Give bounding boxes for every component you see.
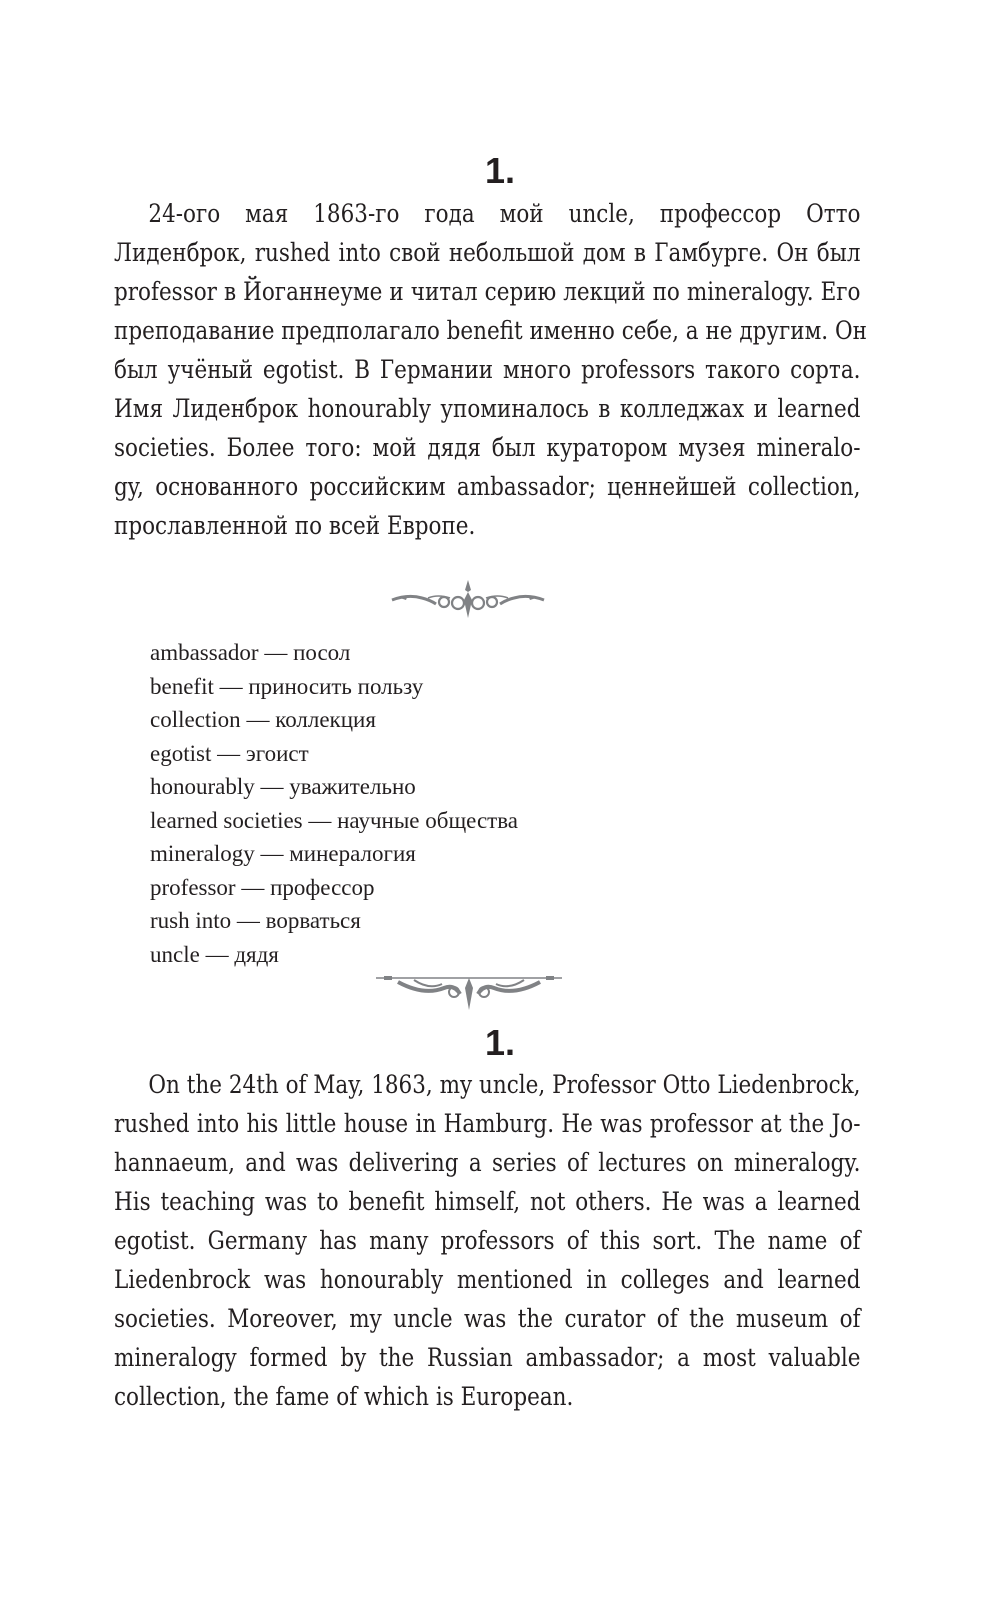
divider-ornament-icon <box>374 968 564 1016</box>
paragraph-line: mineralogy formed by the Russian ambassador; a most valuable <box>114 1343 861 1372</box>
paragraph-line: His teaching was to benefit himself, not others. He was a learned <box>114 1187 861 1216</box>
vocabulary-term: rush into <box>150 908 232 933</box>
vocabulary-dash: — <box>260 841 284 866</box>
paragraph-line: был учёный egotist. В Германии много professors такого сорта. <box>114 355 861 384</box>
vocabulary-translation: коллекция <box>275 707 376 732</box>
vocabulary-dash: — <box>241 874 265 900</box>
vocabulary-item <box>150 871 518 905</box>
vocabulary-translation: ворваться <box>265 908 361 933</box>
vocabulary-dash: — <box>264 640 288 665</box>
chapter-number-russian: 1. <box>484 150 516 191</box>
vocabulary-translation: профессор <box>270 874 375 900</box>
vocabulary-dash: — <box>217 740 241 766</box>
vocabulary-dash: — <box>205 941 229 967</box>
vocabulary-translation: дядя <box>234 941 279 967</box>
english-paragraph <box>114 1065 861 1416</box>
paragraph-line: 24-ого мая 1863-го года мой uncle, профессор Отто <box>148 199 861 228</box>
vocabulary-item <box>150 670 518 704</box>
vocabulary-term: professor <box>150 874 236 900</box>
chapter-number-english: 1. <box>484 1022 516 1063</box>
vocabulary-translation: минералогия <box>289 841 416 866</box>
vocabulary-dash: — <box>308 807 332 833</box>
vocabulary-translation: уважительно <box>289 774 416 799</box>
vocabulary-dash: — <box>260 774 284 799</box>
vocabulary-list <box>150 636 518 971</box>
vocabulary-term: uncle <box>150 941 200 967</box>
vocabulary-term: mineralogy <box>150 841 255 866</box>
paragraph-line: societies. Moreover, my uncle was the curator of the museum of <box>114 1304 861 1333</box>
paragraph-line: On the 24th of May, 1863, my uncle, Professor Otto Liedenbrock, <box>148 1070 861 1099</box>
vocabulary-dash: — <box>246 707 270 732</box>
paragraph-line: Liedenbrock was honourably mentioned in colleges and learned <box>114 1265 861 1294</box>
paragraph-line: Лиденброк, rushed into свой небольшой дом в Гамбурге. Он был <box>114 238 861 267</box>
russian-paragraph <box>114 194 867 545</box>
paragraph-line: Имя Лиденброк honourably упоминалось в колледжах и learned <box>114 394 861 423</box>
vocabulary-item <box>150 938 518 972</box>
vocabulary-item <box>150 770 518 804</box>
vocabulary-item <box>150 837 518 871</box>
vocabulary-item <box>150 636 518 670</box>
paragraph-line: прославленной по всей Европе. <box>114 511 476 540</box>
vocabulary-item <box>150 737 518 771</box>
vocabulary-term: egotist <box>150 740 212 766</box>
vocabulary-item <box>150 904 518 938</box>
vocabulary-term: learned societies <box>150 807 303 833</box>
vocabulary-item <box>150 703 518 737</box>
paragraph-line: egotist. Germany has many professors of this sort. The name of <box>114 1226 861 1255</box>
paragraph-line: hannaeum, and was delivering a series of lectures on mineralogy. <box>114 1148 861 1177</box>
vocabulary-translation: приносить пользу <box>248 673 424 699</box>
vocabulary-dash: — <box>219 673 243 699</box>
paragraph-line: societies. Более того: мой дядя был куратором музея mineralo- <box>114 433 861 462</box>
paragraph-line: collection, the fame of which is European. <box>114 1382 574 1411</box>
paragraph-line: gy, основанного российским ambassador; ценнейшей collection, <box>114 472 861 501</box>
paragraph-line: rushed into his little house in Hamburg. He was professor at the Jo- <box>114 1109 861 1138</box>
vocabulary-term: collection <box>150 707 241 732</box>
vocabulary-term: benefit <box>150 673 214 699</box>
vocabulary-translation: эгоист <box>245 740 309 766</box>
vocabulary-translation: научные общества <box>337 807 518 833</box>
flourish-ornament-icon <box>388 578 548 622</box>
vocabulary-term: honourably <box>150 774 255 799</box>
vocabulary-dash: — <box>236 908 260 933</box>
vocabulary-term: ambassador <box>150 640 259 665</box>
paragraph-line: преподавание предполагало benefit именно себе, а не другим. Он <box>114 316 867 345</box>
paragraph-line: professor в Йоганнеуме и читал серию лекций по mineralogy. Его <box>114 277 861 306</box>
vocabulary-item <box>150 804 518 838</box>
vocabulary-translation: посол <box>293 640 351 665</box>
